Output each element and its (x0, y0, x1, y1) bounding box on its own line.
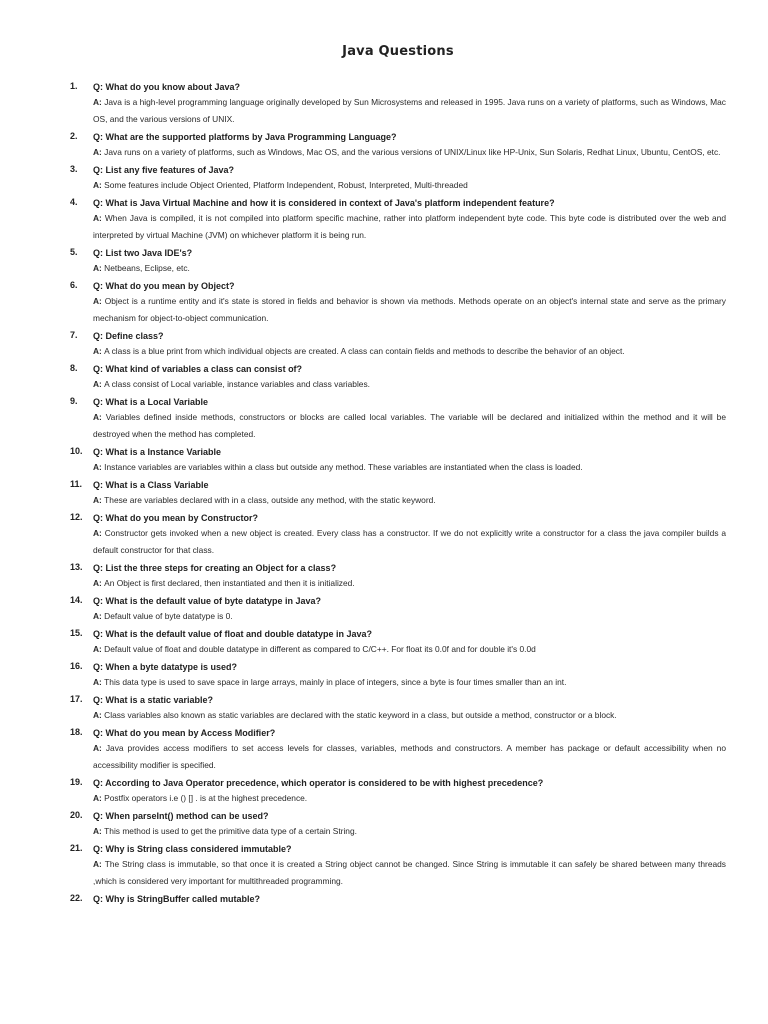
answer-body: Variables defined inside methods, constructors or blocks are called local variables. The variable will be declared and initialized within the method and it will be destroyed when the method has completed. (93, 412, 726, 439)
question-number: 14. (70, 595, 83, 605)
question-number: 20. (70, 810, 83, 820)
qa-item (70, 280, 726, 327)
qa-item (70, 363, 726, 393)
question-text: Q: What do you mean by Object? (93, 281, 235, 291)
answer-body: Class variables also known as static variables are declared with the static keyword in a class, but outside a method, constructor or a block. (104, 710, 617, 720)
answer-text (70, 492, 726, 509)
qa-item (70, 81, 726, 128)
qa-item (70, 131, 726, 161)
question-number: 13. (70, 562, 83, 572)
question-number: 16. (70, 661, 83, 671)
question-number: 17. (70, 694, 83, 704)
qa-item (70, 777, 726, 807)
answer-text (70, 210, 726, 244)
question-text: Q: When parseInt() method can be used? (93, 811, 269, 821)
answer-text (70, 575, 726, 592)
answer-body: When Java is compiled, it is not compiled into platform specific machine, rather into platform independent byte code. This byte code is distributed over the web and interpreted by virtual Machine (JVM) on whichever platform it is being run. (93, 213, 726, 240)
answer-body: Java is a high-level programming language originally developed by Sun Microsystems and released in 1995. Java runs on a variety of platforms, such as Windows, Mac OS, and the various versions of UNIX. (93, 97, 726, 124)
answer-text (70, 409, 726, 443)
qa-item (70, 661, 726, 691)
answer-body: A class consist of Local variable, instance variables and class variables. (104, 379, 370, 389)
qa-item (70, 893, 726, 906)
qa-item (70, 330, 726, 360)
answer-text (70, 260, 726, 277)
question-text: Q: What is a Class Variable (93, 480, 209, 490)
question-text: Q: List any five features of Java? (93, 165, 235, 175)
answer-text (70, 94, 726, 128)
question-text: Q: Why is StringBuffer called mutable? (93, 894, 261, 904)
answer-prefix: A: (93, 97, 105, 107)
question-text: Q: What is Java Virtual Machine and how it is considered in context of Java's platform independent feature? (93, 198, 555, 208)
answer-body: Default value of byte datatype is 0. (104, 611, 233, 621)
qa-item (70, 595, 726, 625)
answer-text (70, 641, 726, 658)
answer-text (70, 376, 726, 393)
qa-item (70, 694, 726, 724)
question-number: 19. (70, 777, 83, 787)
qa-item (70, 810, 726, 840)
qa-item (70, 727, 726, 774)
answer-text (70, 674, 726, 691)
question-number: 8. (70, 363, 78, 373)
question-text: Q: What kind of variables a class can consist of? (93, 364, 303, 374)
qa-item (70, 479, 726, 509)
answer-prefix: A: (93, 710, 105, 720)
question-text: Q: What is a Local Variable (93, 397, 209, 407)
answer-prefix: A: (93, 495, 105, 505)
answer-body: This method is used to get the primitive data type of a certain String. (104, 826, 357, 836)
question-number: 4. (70, 197, 78, 207)
answer-text (70, 608, 726, 625)
question-text: Q: What is the default value of byte datatype in Java? (93, 596, 322, 606)
question-text: Q: What is the default value of float and double datatype in Java? (93, 629, 373, 639)
answer-body: An Object is first declared, then instantiated and then it is initialized. (104, 578, 355, 588)
answer-prefix: A: (93, 528, 105, 538)
question-number: 10. (70, 446, 83, 456)
question-text: Q: What are the supported platforms by Java Programming Language? (93, 132, 397, 142)
answer-prefix: A: (93, 213, 105, 223)
question-number: 5. (70, 247, 78, 257)
question-number: 1. (70, 81, 78, 91)
qa-list (70, 81, 726, 906)
answer-body: The String class is immutable, so that once it is created a String object cannot be changed. Since String is immutable it can safely be shared between many threads ,which is considered very important for multithreaded programming. (93, 859, 726, 886)
answer-text (70, 177, 726, 194)
question-text: Q: When a byte datatype is used? (93, 662, 238, 672)
qa-item (70, 843, 726, 890)
question-number: 15. (70, 628, 83, 638)
question-text: Q: List two Java IDE's? (93, 248, 193, 258)
question-text: Q: What do you know about Java? (93, 82, 241, 92)
answer-body: Java runs on a variety of platforms, such as Windows, Mac OS, and the various versions of UNIX/Linux like HP-Unix, Sun Solaris, Redhat Linux, Ubuntu, CentOS, etc. (104, 147, 721, 157)
answer-text (70, 459, 726, 476)
answer-body: A class is a blue print from which individual objects are created. A class can contain fields and methods to describe the behavior of an object. (104, 346, 625, 356)
question-number: 9. (70, 396, 78, 406)
answer-prefix: A: (93, 379, 105, 389)
answer-prefix: A: (93, 147, 105, 157)
question-text: Q: What do you mean by Constructor? (93, 513, 259, 523)
answer-text (70, 293, 726, 327)
answer-body: These are variables declared with in a class, outside any method, with the static keyword. (104, 495, 436, 505)
qa-item (70, 628, 726, 658)
answer-body: Netbeans, Eclipse, etc. (104, 263, 190, 273)
question-number: 2. (70, 131, 78, 141)
answer-body: Java provides access modifiers to set access levels for classes, variables, methods and constructors. A member has package or default accessibility when no accessibility modifier is specified. (93, 743, 726, 770)
document-title: Java Questions (342, 44, 454, 59)
answer-text (70, 740, 726, 774)
question-number: 6. (70, 280, 78, 290)
answer-prefix: A: (93, 462, 105, 472)
answer-text (70, 707, 726, 724)
answer-prefix: A: (93, 826, 105, 836)
answer-prefix: A: (93, 180, 105, 190)
question-number: 22. (70, 893, 83, 903)
question-text: Q: According to Java Operator precedence, which operator is considered to be with highest precedence? (93, 778, 544, 788)
answer-prefix: A: (93, 859, 105, 869)
question-number: 12. (70, 512, 83, 522)
answer-body: Some features include Object Oriented, Platform Independent, Robust, Interpreted, Multi-threaded (104, 180, 468, 190)
answer-body: Instance variables are variables within a class but outside any method. These variables are instantiated when the class is loaded. (104, 462, 583, 472)
qa-item (70, 512, 726, 559)
answer-prefix: A: (93, 578, 105, 588)
question-text: Q: What is a static variable? (93, 695, 214, 705)
question-text: Q: Define class? (93, 331, 164, 341)
qa-item (70, 247, 726, 277)
question-text: Q: What do you mean by Access Modifier? (93, 728, 276, 738)
question-text: Q: List the three steps for creating an Object for a class? (93, 563, 337, 573)
answer-prefix: A: (93, 793, 105, 803)
answer-prefix: A: (93, 644, 105, 654)
answer-text (70, 144, 726, 161)
answer-prefix: A: (93, 263, 105, 273)
answer-prefix: A: (93, 296, 105, 306)
answer-body: Object is a runtime entity and it's state is stored in fields and behavior is shown via methods. Methods operate on an object's internal state and serve as the primary mechanism for object-to-object communication. (93, 296, 726, 323)
qa-item (70, 562, 726, 592)
answer-prefix: A: (93, 611, 105, 621)
qa-item (70, 446, 726, 476)
answer-prefix: A: (93, 346, 105, 356)
question-text: Q: Why is String class considered immutable? (93, 844, 292, 854)
answer-body: Postfix operators i.e () [] . is at the highest precedence. (104, 793, 308, 803)
answer-text (70, 856, 726, 890)
question-number: 7. (70, 330, 78, 340)
answer-prefix: A: (93, 412, 106, 422)
answer-body: Constructor gets invoked when a new object is created. Every class has a constructor. If we do not explicitly write a constructor for a class the java compiler builds a default constructor for that class. (93, 528, 726, 555)
question-number: 3. (70, 164, 78, 174)
qa-item (70, 164, 726, 194)
question-number: 18. (70, 727, 83, 737)
answer-body: Default value of float and double datatype in different as compared to C/C++. For float its 0.0f and for double it's 0.0d (104, 644, 536, 654)
answer-prefix: A: (93, 743, 106, 753)
qa-item (70, 197, 726, 244)
qa-item (70, 396, 726, 443)
answer-body: This data type is used to save space in large arrays, mainly in place of integers, since a byte is four times smaller than an int. (104, 677, 567, 687)
question-text: Q: What is a Instance Variable (93, 447, 222, 457)
answer-text (70, 343, 726, 360)
question-number: 21. (70, 843, 83, 853)
answer-prefix: A: (93, 677, 105, 687)
answer-text (70, 823, 726, 840)
question-number: 11. (70, 479, 83, 489)
answer-text (70, 525, 726, 559)
answer-text (70, 790, 726, 807)
